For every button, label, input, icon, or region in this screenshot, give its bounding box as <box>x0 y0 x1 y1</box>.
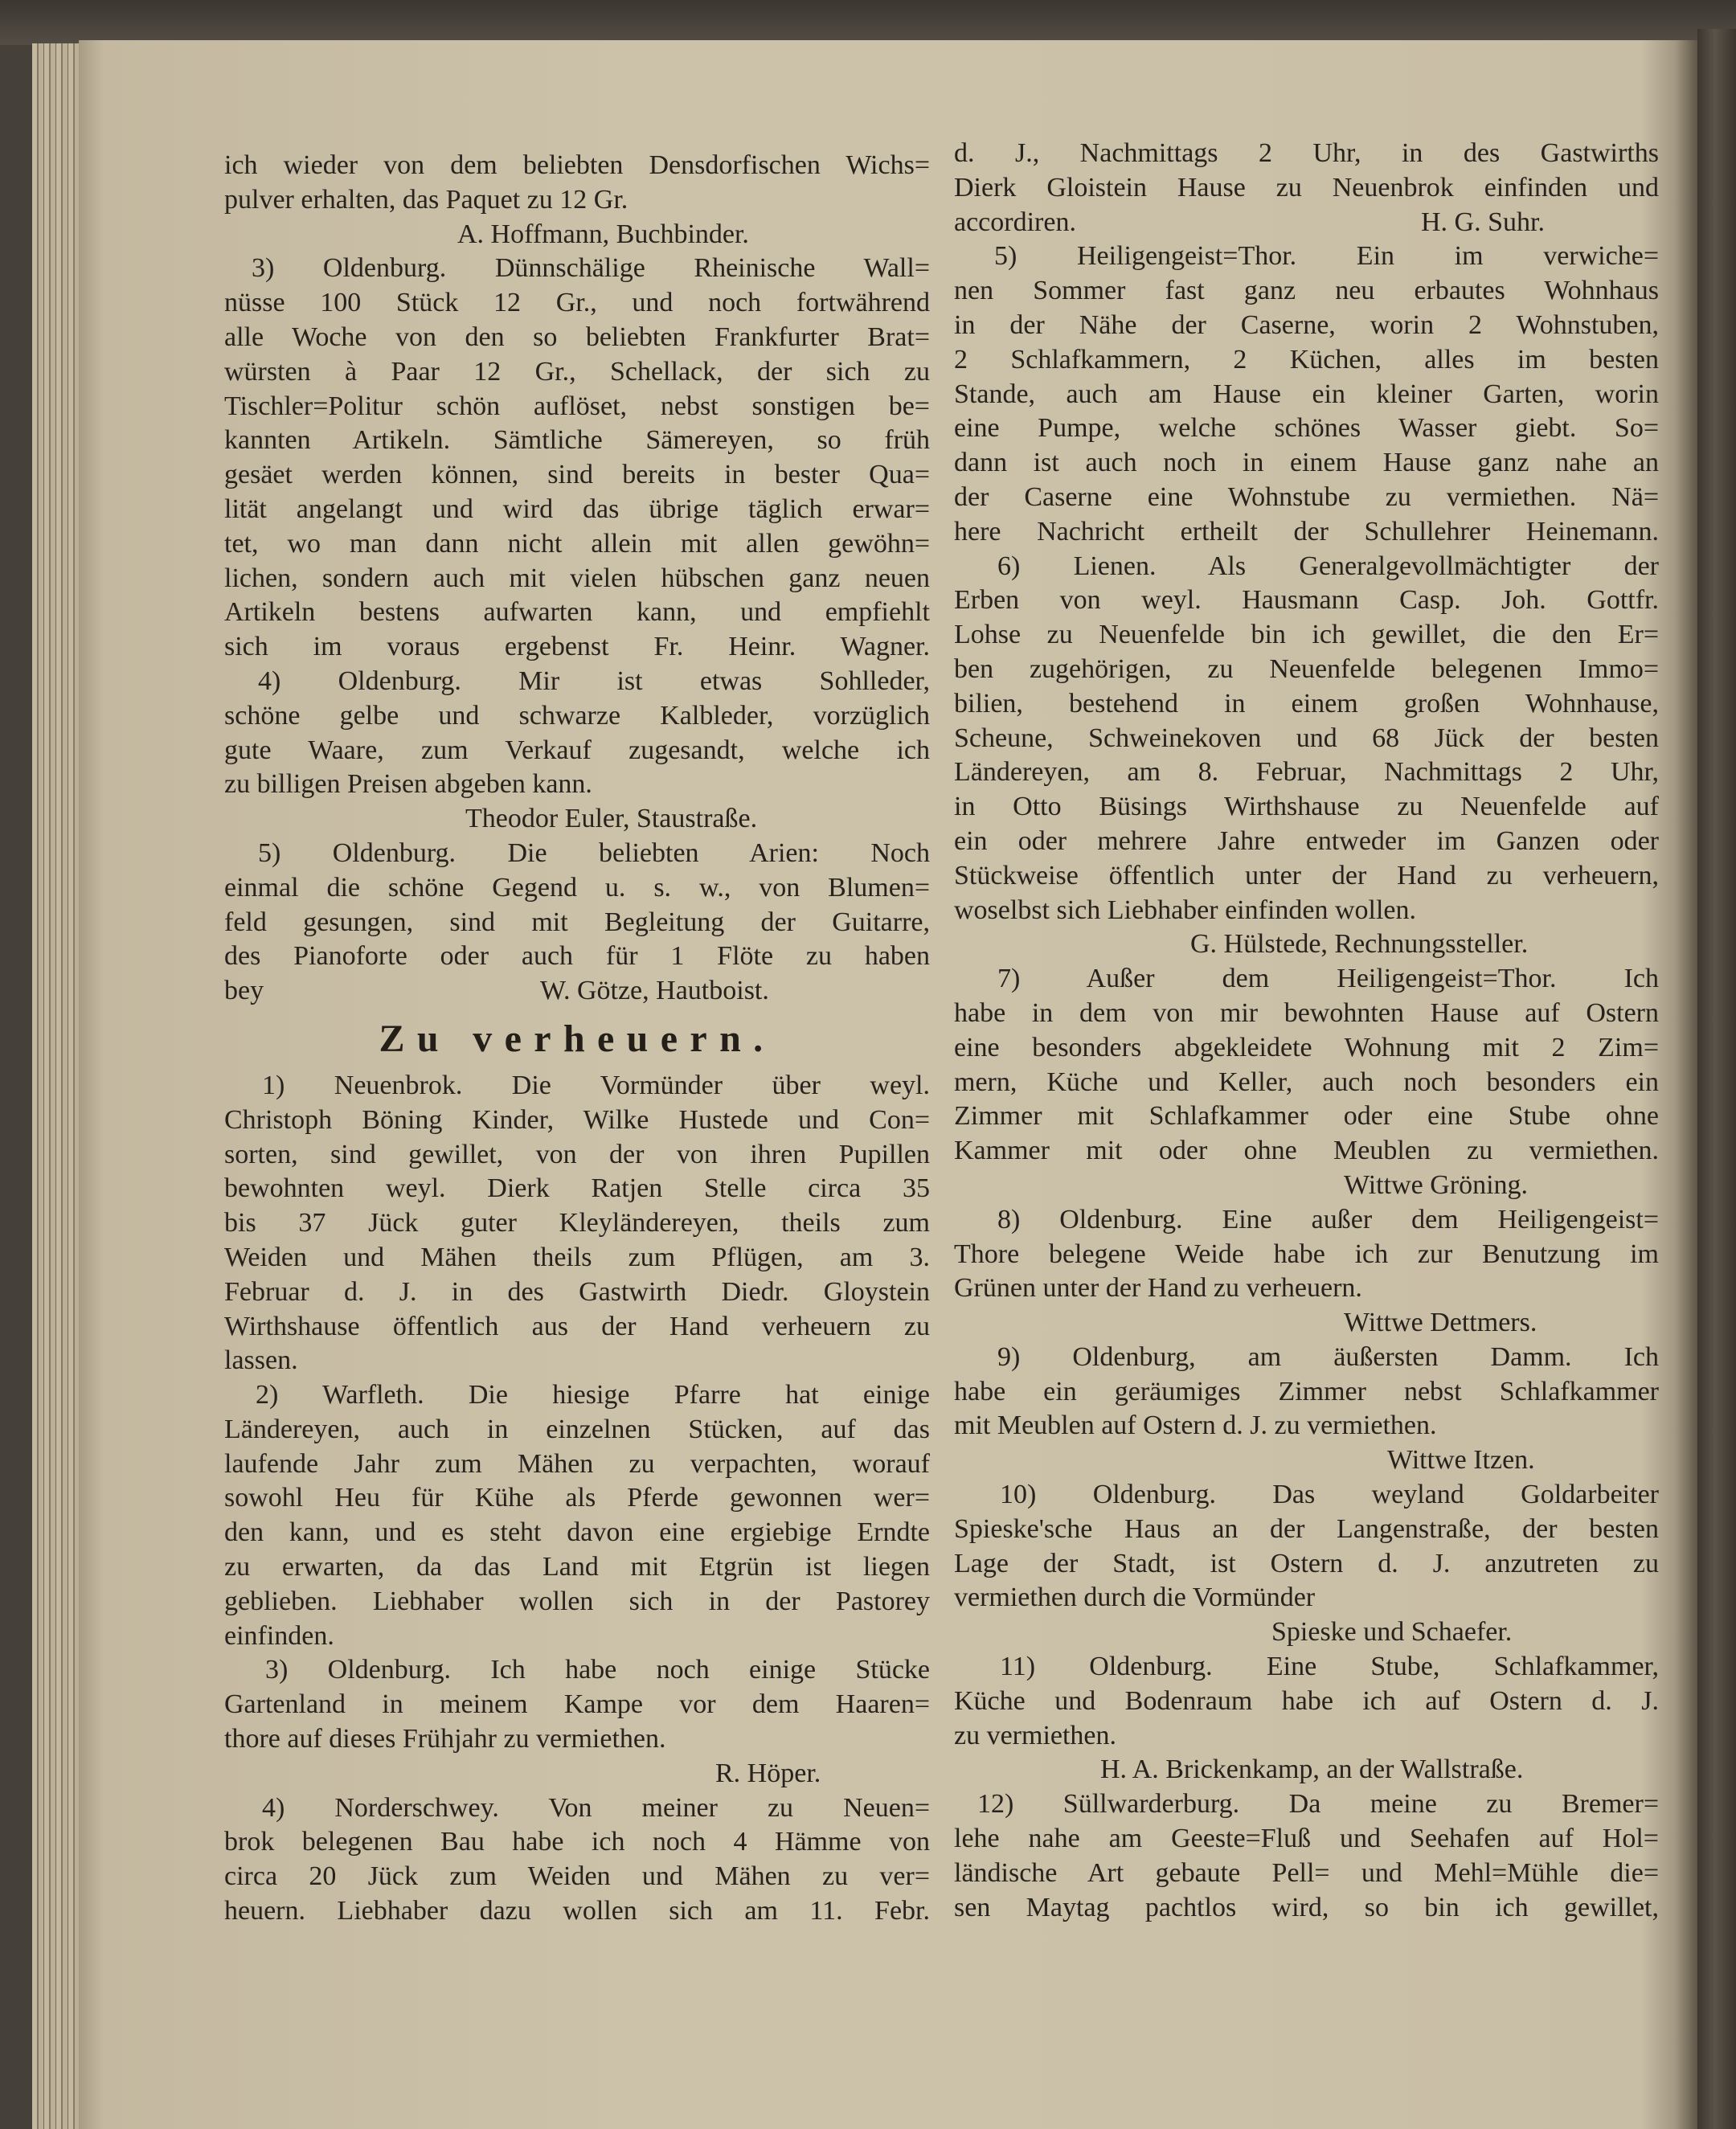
text-line: eine Pumpe, welche schönes Wasser giebt. So= <box>954 413 1659 444</box>
text-line: Küche und Bodenraum habe ich auf Ostern d. J. <box>954 1685 1659 1716</box>
text-line: feld gesungen, sind mit Begleitung der Guitarre, <box>224 907 930 937</box>
text-line: Zimmer mit Schlafkammer oder eine Stube ohne <box>954 1101 1659 1132</box>
text-line: G. Hülstede, Rechnungssteller. <box>1190 929 1529 960</box>
right-column <box>954 137 1659 1925</box>
text-line: here Nachricht ertheilt der Schullehrer Heinemann. <box>954 516 1659 547</box>
text-line: Christoph Böning Kinder, Wilke Hustede und Con= <box>224 1104 930 1135</box>
text-line: laufende Jahr zum Mähen zu verpachten, worauf <box>224 1448 930 1479</box>
text-line: der Caserne eine Wohnstube zu vermiethen. Nä= <box>954 481 1659 512</box>
text-line: 5) Heiligengeist=Thor. Ein im verwiche= <box>994 241 1659 272</box>
text-line: Lohse zu Neuenfelde bin ich gewillet, die den Er= <box>954 620 1659 650</box>
text-line <box>954 206 1659 240</box>
text-line: Wittwe Dettmers. <box>1344 1308 1537 1338</box>
text-line: lität angelangt und wird das übrige täglich erwar= <box>224 493 930 524</box>
text-line: pulver erhalten, das Paquet zu 12 Gr. <box>224 184 628 215</box>
text-line-segment: bey <box>224 976 264 1006</box>
text-line: 5) Oldenburg. Die beliebten Arien: Noch <box>258 837 930 868</box>
text-line: ein oder mehrere Jahre entweder im Ganzen oder <box>954 825 1659 856</box>
text-line: bis 37 Jück guter Kleyländereyen, theils zum <box>224 1208 930 1239</box>
text-line: sowohl Heu für Kühe als Pferde gewonnen wer= <box>224 1483 930 1513</box>
text-line: Grünen unter der Hand zu verheuern. <box>954 1273 1362 1304</box>
text-line: 6) Lienen. Als Generalgevollmächtigter der <box>997 551 1659 581</box>
left-column-bottom-lines <box>224 1069 930 1929</box>
text-line: nüsse 100 Stück 12 Gr., und noch fortwährend <box>224 288 930 318</box>
text-line: ben zugehörigen, zu Neuenfelde belegenen Immo= <box>954 653 1659 684</box>
text-line: R. Höper. <box>715 1758 821 1788</box>
text-line: 3) Oldenburg. Dünnschälige Rheinische Wall= <box>252 253 930 284</box>
text-line: brok belegenen Bau habe ich noch 4 Hämme von <box>224 1827 930 1857</box>
text-line: lehe nahe am Geeste=Fluß und Seehafen auf Hol= <box>954 1824 1659 1854</box>
text-line: Wirthshause öffentlich aus der Hand verheuern zu <box>224 1311 930 1341</box>
text-line: den kann, und es steht davon eine ergiebige Erndte <box>224 1517 930 1548</box>
scan-background-top <box>0 0 1736 45</box>
text-line: tet, wo man dann nicht allein mit allen gewöhn= <box>224 528 930 559</box>
text-line: alle Woche von den so beliebten Frankfurter Brat= <box>224 321 930 352</box>
text-line: mern, Küche und Keller, auch noch besonders ein <box>954 1067 1659 1097</box>
text-line: vermiethen durch die Vormünder <box>954 1582 1316 1613</box>
text-line: 9) Oldenburg, am äußersten Damm. Ich <box>997 1341 1659 1372</box>
section-heading: Zu verheuern. <box>379 1017 776 1060</box>
text-line: Februar d. J. in des Gastwirth Diedr. Gloystein <box>224 1276 930 1307</box>
text-line: bilien, bestehend in einem großen Wohnhause, <box>954 688 1659 719</box>
text-line: Wittwe Gröning. <box>1344 1169 1529 1200</box>
text-line: Theodor Euler, Staustraße. <box>465 804 758 834</box>
text-line: sich im voraus ergebenst Fr. Heinr. Wagner. <box>224 632 930 662</box>
text-line: sorten, sind gewillet, von der von ihren Pupillen <box>224 1139 930 1169</box>
text-line: Dierk Gloistein Hause zu Neuenbrok einfinden und <box>954 172 1659 203</box>
text-line: 4) Oldenburg. Mir ist etwas Sohlleder, <box>258 665 930 696</box>
text-line: Scheune, Schweinekoven und 68 Jück der besten <box>954 723 1659 753</box>
text-line: des Pianoforte oder auch für 1 Flöte zu haben <box>224 941 930 972</box>
text-line: A. Hoffmann, Buchbinder. <box>457 219 749 249</box>
text-line: gute Waare, zum Verkauf zugesandt, welche ich <box>224 735 930 765</box>
text-line: einfinden. <box>224 1620 334 1651</box>
text-line: Spieske'sche Haus an der Langenstraße, der besten <box>954 1513 1659 1544</box>
text-line: circa 20 Jück zum Weiden und Mähen zu ver= <box>224 1861 930 1892</box>
text-line: zu vermiethen. <box>954 1720 1117 1750</box>
text-line: 8) Oldenburg. Eine außer dem Heiligengeist= <box>997 1204 1659 1234</box>
text-line: 2) Warfleth. Die hiesige Pfarre hat einige <box>256 1380 930 1410</box>
text-line: Lage der Stadt, ist Ostern d. J. anzutreten zu <box>954 1548 1659 1578</box>
text-line: Ländereyen, am 8. Februar, Nachmittags 2 Uhr, <box>954 757 1659 788</box>
text-line-segment: W. Götze, Hautboist. <box>540 976 769 1006</box>
text-line: 10) Oldenburg. Das weyland Goldarbeiter <box>1000 1480 1659 1510</box>
text-line: Artikeln bestens aufwarten kann, und empfiehlt <box>224 597 930 628</box>
text-line <box>224 974 930 1009</box>
text-line: einmal die schöne Gegend u. s. w., von Blumen= <box>224 872 930 903</box>
text-line: lichen, sondern auch mit vielen hübschen ganz neuen <box>224 563 930 593</box>
page-edge-stack <box>32 43 84 2129</box>
text-line: H. A. Brickenkamp, an der Wallstraße. <box>1100 1754 1524 1785</box>
text-line: zu billigen Preisen abgeben kann. <box>224 769 592 800</box>
text-line: woselbst sich Liebhaber einfinden wollen. <box>954 895 1417 925</box>
text-line: Stande, auch am Hause ein kleiner Garten, worin <box>954 379 1659 409</box>
left-column <box>224 149 930 1929</box>
text-line: eine besonders abgekleidete Wohnung mit 2 Zim= <box>954 1032 1659 1062</box>
text-line: kannten Artikeln. Sämtliche Sämereyen, so früh <box>224 425 930 456</box>
text-line: Erben von weyl. Hausmann Casp. Joh. Gottfr. <box>954 585 1659 616</box>
text-line: 1) Neuenbrok. Die Vormünder über weyl. <box>262 1070 930 1100</box>
text-line: heuern. Liebhaber dazu wollen sich am 11. Febr. <box>224 1896 930 1926</box>
text-line: lassen. <box>224 1345 298 1376</box>
text-line: habe ein geräumiges Zimmer nebst Schlafkammer <box>954 1376 1659 1406</box>
text-line: Gartenland in meinem Kampe vor dem Haaren= <box>224 1689 930 1720</box>
text-line: in Otto Büsings Wirthshause zu Neuenfelde auf <box>954 792 1659 822</box>
text-line: geblieben. Liebhaber wollen sich in der Pastorey <box>224 1586 930 1616</box>
text-line: 4) Norderschwey. Von meiner zu Neuen= <box>262 1792 930 1823</box>
text-line: 3) Oldenburg. Ich habe noch einige Stücke <box>265 1655 930 1685</box>
text-line: 11) Oldenburg. Eine Stube, Schlafkammer, <box>1000 1652 1659 1682</box>
text-line: thore auf dieses Frühjahr zu vermiethen. <box>224 1724 666 1754</box>
text-line: d. J., Nachmittags 2 Uhr, in des Gastwirths <box>954 138 1659 168</box>
text-line-segment: H. G. Suhr. <box>1421 207 1545 237</box>
text-line: bewohnten weyl. Dierk Ratjen Stelle circa 35 <box>224 1173 930 1204</box>
text-line: 7) Außer dem Heiligengeist=Thor. Ich <box>997 964 1659 994</box>
text-line: würsten à Paar 12 Gr., Schellack, der sich zu <box>224 356 930 387</box>
text-line: 12) Süllwarderburg. Da meine zu Bremer= <box>977 1789 1659 1820</box>
text-line: Thore belegene Weide habe ich zur Benutzung im <box>954 1239 1659 1269</box>
text-line: Tischler=Politur schön auflöset, nebst sonstigen be= <box>224 391 930 421</box>
text-line: zu erwarten, da das Land mit Etgrün ist liegen <box>224 1552 930 1582</box>
text-line: Wittwe Itzen. <box>1387 1445 1535 1476</box>
text-line: sen Maytag pachtlos wird, so bin ich gewillet, <box>954 1892 1659 1922</box>
text-line: gesäet werden können, sind bereits in bester Qua= <box>224 460 930 490</box>
text-line: ich wieder von dem beliebten Densdorfischen Wichs= <box>224 150 930 180</box>
text-line: Ländereyen, auch in einzelnen Stücken, auf das <box>224 1414 930 1444</box>
left-column-top-lines <box>224 149 930 1009</box>
text-line: Stückweise öffentlich unter der Hand zu verheuern, <box>954 860 1659 890</box>
text-line-segment: accordiren. <box>954 207 1076 237</box>
text-line: Weiden und Mähen theils zum Pflügen, am 3. <box>224 1242 930 1272</box>
text-line: nen Sommer fast ganz neu erbautes Wohnhaus <box>954 276 1659 306</box>
text-line: mit Meublen auf Ostern d. J. zu vermiethen. <box>954 1410 1437 1441</box>
binding-gutter <box>1697 29 1736 2129</box>
text-line: habe in dem von mir bewohnten Hause auf Ostern <box>954 997 1659 1028</box>
text-line: 2 Schlafkammern, 2 Küchen, alles im besten <box>954 344 1659 375</box>
text-line: Spieske und Schaefer. <box>1271 1617 1513 1648</box>
text-line: ländische Art gebaute Pell= und Mehl=Mühle die= <box>954 1857 1659 1888</box>
text-line: Kammer mit oder ohne Meublen zu vermiethen. <box>954 1136 1659 1166</box>
text-line: in der Nähe der Caserne, worin 2 Wohnstuben, <box>954 309 1659 340</box>
text-line: dann ist auch noch in einem Hause ganz nahe an <box>954 448 1659 478</box>
text-line: schöne gelbe und schwarze Kalbleder, vorzüglich <box>224 700 930 731</box>
